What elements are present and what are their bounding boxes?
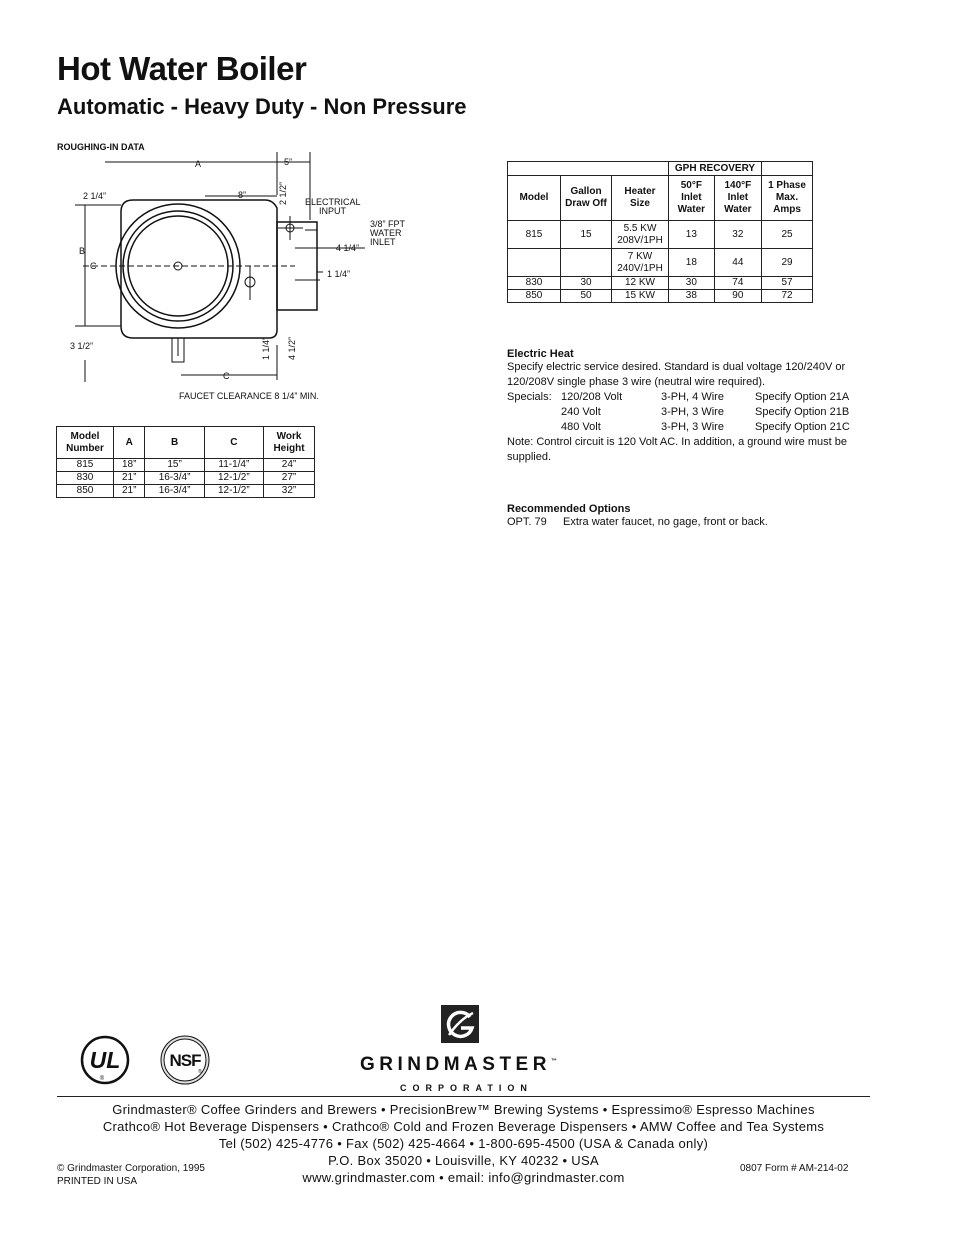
footer-line-3: Tel (502) 425-4776 • Fax (502) 425-4664 • 1-800-695-4500 (USA & Canada only) <box>218 1136 709 1151</box>
cell: 38 <box>669 290 715 303</box>
table-row <box>508 290 813 303</box>
recommended-options-section <box>507 503 872 530</box>
option-text: Extra water faucet, no gage, front or back. <box>563 516 768 528</box>
header-50f-inlet: 50°F Inlet Water <box>669 176 715 221</box>
dim-4-1-2-vertical: 4 1/2” <box>287 336 297 360</box>
cell: 850 <box>57 485 114 498</box>
dim-b: B <box>79 246 86 256</box>
cell: 30 <box>561 277 612 290</box>
cell: 5.5 KW 208V/1PH <box>612 221 669 249</box>
cell: 12-1/2” <box>204 472 263 485</box>
dim-c: C <box>223 371 230 381</box>
cell: 830 <box>57 472 114 485</box>
dim-5in: 5” <box>284 157 293 167</box>
header-model: Model <box>508 176 561 221</box>
centerline-label: C <box>90 261 97 271</box>
dim-8in: 8” <box>238 190 247 200</box>
electric-heat-title: Electric Heat <box>507 348 574 360</box>
cell: 25 <box>762 221 813 249</box>
table-row <box>57 472 315 485</box>
cell: 15 KW <box>612 290 669 303</box>
header-140f-inlet: 140°F Inlet Water <box>714 176 761 221</box>
recommended-options-title: Recommended Options <box>507 503 631 515</box>
special-option: Specify Option 21A <box>755 391 850 403</box>
dim-a: A <box>195 159 202 169</box>
nsf-logo-text: NSF <box>169 1051 201 1070</box>
dim-1-1-4: 1 1/4” <box>327 269 351 279</box>
roughing-in-label: ROUGHING-IN DATA <box>57 142 145 152</box>
cell: 32” <box>264 485 315 498</box>
header-gph-recovery: GPH RECOVERY <box>669 162 762 176</box>
header-a: A <box>114 427 145 459</box>
corporation-label: CORPORATION <box>400 1083 533 1093</box>
table-row <box>508 277 813 290</box>
dim-4-1-4: 4 1/4” <box>336 243 360 253</box>
cell: 30 <box>669 277 715 290</box>
grindmaster-wordmark: GRINDMASTER™ <box>360 1054 557 1075</box>
specials-row <box>507 405 872 420</box>
cell: 13 <box>669 221 715 249</box>
table-row <box>508 249 813 277</box>
cell: 44 <box>714 249 761 277</box>
special-option: Specify Option 21C <box>755 421 850 433</box>
cell: 32 <box>714 221 761 249</box>
ul-registered-mark: ® <box>99 1076 105 1082</box>
footer-line-4: P.O. Box 35020 • Louisville, KY 40232 • USA <box>328 1153 599 1168</box>
cell: 24” <box>264 459 315 472</box>
dim-2-1-2: 2 1/2” <box>278 181 288 205</box>
form-number: 0807 Form # AM-214-02 <box>740 1163 849 1174</box>
cell: 850 <box>508 290 561 303</box>
cell <box>508 249 561 277</box>
header-max-amps: 1 Phase Max. Amps <box>762 176 813 221</box>
copyright-block <box>57 1162 205 1188</box>
cell: 830 <box>508 277 561 290</box>
special-phase: 3-PH, 4 Wire <box>661 391 724 403</box>
page-title: Hot Water Boiler <box>57 50 307 87</box>
cell: 11-1/4” <box>204 459 263 472</box>
electric-heat-intro: Specify electric service desired. Standard is dual voltage 120/240V or 120/208V single phase 3 wire (neutral wire required). <box>507 361 846 388</box>
cell: 72 <box>762 290 813 303</box>
label-input: INPUT <box>319 206 346 216</box>
nsf-logo <box>160 1035 210 1085</box>
specials-row <box>507 390 872 405</box>
trademark-symbol: ™ <box>550 1058 557 1065</box>
label-fpt: 3/8” FPT <box>370 219 406 229</box>
specials-label: Specials: <box>507 391 552 403</box>
cell: 15 <box>561 221 612 249</box>
dimension-table <box>56 426 315 498</box>
label-inlet: INLET <box>370 237 396 247</box>
faucet-clearance: FAUCET CLEARANCE 8 1/4” MIN. <box>179 391 319 401</box>
label-water: WATER <box>370 228 402 238</box>
footer-line-1: Grindmaster® Coffee Grinders and Brewers • PrecisionBrew™ Brewing Systems • Espressimo® Espresso Machines <box>112 1102 815 1117</box>
header-model-number: Model Number <box>57 427 114 459</box>
cell <box>561 249 612 277</box>
cell: 90 <box>714 290 761 303</box>
dim-3-1-2: 3 1/2” <box>70 341 94 351</box>
dim-2-1-4: 2 1/4” <box>83 191 107 201</box>
table-row <box>508 221 813 249</box>
cell: 18 <box>669 249 715 277</box>
special-voltage: 120/208 Volt <box>561 391 623 403</box>
option-code: OPT. 79 <box>507 516 547 528</box>
header-gallon-draw-off: Gallon Draw Off <box>561 176 612 221</box>
special-voltage: 480 Volt <box>561 421 601 433</box>
header-b: B <box>145 427 204 459</box>
footer-line-2: Crathco® Hot Beverage Dispensers • Crathco® Cold and Frozen Beverage Dispensers • AMW Coffee and Tea Systems <box>102 1119 825 1134</box>
cell: 16-3/4” <box>145 485 204 498</box>
copyright-text: © Grindmaster Corporation, 1995 <box>57 1163 205 1174</box>
table-header-row <box>508 176 813 221</box>
special-option: Specify Option 21B <box>755 406 850 418</box>
cell: 18” <box>114 459 145 472</box>
cell: 27” <box>264 472 315 485</box>
table-row <box>57 485 315 498</box>
grindmaster-g-icon <box>441 1005 479 1043</box>
cell: 815 <box>57 459 114 472</box>
cell: 21” <box>114 472 145 485</box>
ul-logo-text: UL <box>89 1047 121 1073</box>
special-voltage: 240 Volt <box>561 406 601 418</box>
footer-line-5: www.grindmaster.com • email: info@grindmaster.com <box>302 1170 625 1185</box>
cell: 74 <box>714 277 761 290</box>
printed-in-usa: PRINTED IN USA <box>57 1176 138 1187</box>
header-work-height: Work Height <box>264 427 315 459</box>
roughing-in-diagram <box>55 150 425 405</box>
cell: 16-3/4” <box>145 472 204 485</box>
cell: 12 KW <box>612 277 669 290</box>
table-row <box>57 459 315 472</box>
table-header-row <box>57 427 315 459</box>
header-heater-size: Heater Size <box>612 176 669 221</box>
cell: 12-1/2” <box>204 485 263 498</box>
cell: 21” <box>114 485 145 498</box>
electric-heat-note: Note: Control circuit is 120 Volt AC. In addition, a ground wire must be supplied. <box>507 436 847 463</box>
special-phase: 3-PH, 3 Wire <box>661 421 724 433</box>
dim-1-1-4-vertical: 1 1/4” <box>261 336 271 360</box>
label-electrical: ELECTRICAL <box>305 197 361 207</box>
cell: 15” <box>145 459 204 472</box>
specials-row <box>507 420 872 435</box>
table-group-header-row <box>508 162 813 176</box>
footer-divider <box>57 1096 870 1097</box>
header-c: C <box>204 427 263 459</box>
cell: 57 <box>762 277 813 290</box>
cell: 7 KW 240V/1PH <box>612 249 669 277</box>
page-subtitle: Automatic - Heavy Duty - Non Pressure <box>57 94 467 119</box>
cell: 50 <box>561 290 612 303</box>
gph-recovery-table <box>507 161 813 303</box>
nsf-registered-mark: ® <box>198 1069 202 1075</box>
cell: 29 <box>762 249 813 277</box>
ul-logo <box>80 1035 130 1085</box>
special-phase: 3-PH, 3 Wire <box>661 406 724 418</box>
electric-heat-section <box>507 348 872 465</box>
cell: 815 <box>508 221 561 249</box>
